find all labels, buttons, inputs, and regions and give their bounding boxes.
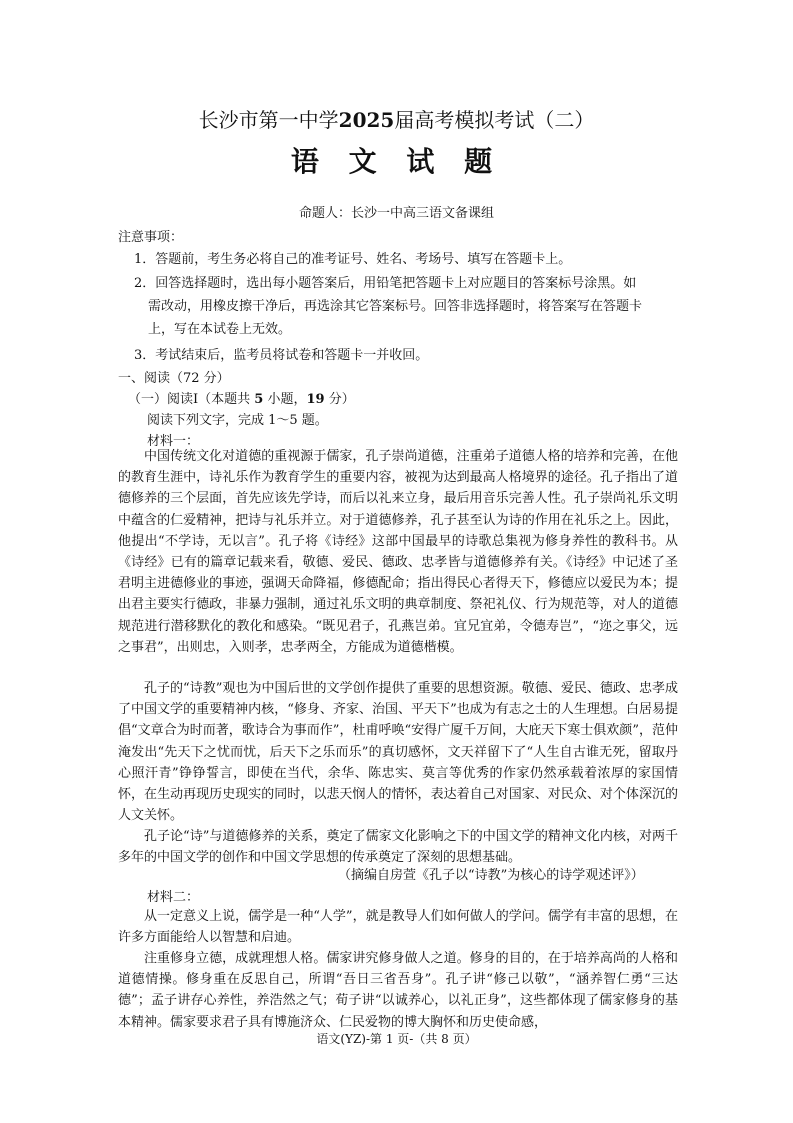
author-line: 命题人：长沙一中高三语文备课组 xyxy=(298,206,494,221)
material-1-paragraph-1: 中国传统文化对道德的重视源于儒家，孔子崇尚道德，注重弟子道德人格的培养和完善，在他的教育生涯中，诗礼乐作为教育学生的重要内容，被视为达到最高人格境界的途径。孔子指出了道德修养的三个层面，首先应该先学诗，而后以礼来立身，最后用音乐完善人性。孔子崇尚礼乐文明中蕴含的仁爱精神，把诗与礼乐并立。对于道德修养，孔子甚至认为诗的作用在礼乐之上。因此，他提出“不学诗，无以言”。孔子将《诗经》这部中国最早的诗歌总集视为修身养性的教科书。从《诗经》已有的篇章记载来看，敬德、爱民、德政、忠孝皆与道德修养有关。《诗经》中记述了圣君明主进德修业的事迹，强调天命降福，修德配命；指出得民心者得天下，修德应以爱民为本；提出君主要实行德政，非暴力强制，通过礼乐文明的典章制度、祭祀礼仪、行为规范等，对人的道德规范进行潜移默化的教化和感染。“既见君子，孔燕岂弟。宜兄宜弟，令德寿岂”，“迩之事父，远之事君”，出则忠，入则孝，忠孝两全，方能成为道德楷模。 xyxy=(118,449,678,655)
page-footer: 语文(YZ)-第 1 页-（共 8 页） xyxy=(316,1032,477,1046)
material-1-paragraph-2: 孔子的“诗教”观也为中国后世的文学创作提供了重要的思想资源。敬德、爱民、德政、忠孝成了中国文学的重要精神内核，“修身、齐家、治国、平天下”也成为有志之士的人生理想。白居易提倡“文章合为时而著，歌诗合为事而作”，杜甫呼唤“安得广厦千万间，大庇天下寒士俱欢颜”，范仲淹发出“先天下之忧而忧，后天下之乐而乐”的真切感怀，文天祥留下了“人生自古谁无死，留取丹心照汗青”铮铮誓言，即使在当代，余华、陈忠实、莫言等优秀的作家仍然承载着浓厚的家国情怀，在生动再现历史现实的同时，以悲天悯人的情怀，表达着自己对国家、对民众、对个体深沉的人文关怀。 xyxy=(118,681,678,824)
reading-instruction: 阅读下列文字，完成 1～5 题。 xyxy=(147,413,328,428)
notice-item-3: 3．考试结束后，监考员将试卷和答题卡一并收回。 xyxy=(134,348,429,363)
notice-item-2-line-1: 2．回答选择题时，选出每小题答案后，用铅笔把答题卡上对应题目的答案标号涂黑。如 xyxy=(134,276,637,291)
notice-item-1: 1．答题前，考生务必将自己的准考证号、姓名、考场号、填写在答题卡上。 xyxy=(134,252,572,267)
notice-item-2-line-3: 上，写在本试卷上无效。 xyxy=(148,322,292,337)
subsection-heading: （一）阅读Ⅰ（本题共 5 小题，19 分） xyxy=(128,392,355,407)
subject-title: 语 文 试 题 xyxy=(290,145,503,178)
material-2-paragraph-2: 注重修身立德，成就理想人格。儒家讲究修身做人之道。修身的目的，在于培养高尚的人格和道德情操。修身重在反思自己，所谓“吾日三省吾身”。孔子讲“修己以敬”，“涵养智仁勇“三达德”；孟子讲存心养性，养浩然之气；荀子讲“以诚养心，以礼正身”，这些都体现了儒家修身的基本精神。儒家要求君子具有博施济众、仁民爱物的博大胸怀和历史使命感， xyxy=(118,951,678,1030)
material-1-label: 材料一： xyxy=(147,434,200,449)
notice-item-2-line-2: 需改动，用橡皮擦干净后，再选涂其它答案标号。回答非选择题时，将答案写在答题卡 xyxy=(148,299,643,314)
section-heading: 一、阅读（72 分） xyxy=(118,371,230,386)
material-1-paragraph-3: 孔子论“诗”与道德修养的关系，奠定了儒家文化影响之下的中国文学的精神文化内核，对两千多年的中国文学的创作和中国文学思想的传承奠定了深刻的思想基础。 xyxy=(118,829,678,866)
material-2-paragraph-1: 从一定意义上说，儒学是一种“人学”，就是教导人们如何做人的学问。儒学有丰富的思想，在许多方面能给人以智慧和启迪。 xyxy=(118,909,678,946)
material-2-label: 材料二： xyxy=(147,890,200,905)
exam-title: 长沙市第一中学2025届高考模拟考试（二） xyxy=(198,108,595,132)
notice-heading: 注意事项： xyxy=(118,230,184,245)
material-1-source: （摘编自房萱《孔子以“诗教”为核心的诗学观述评》） xyxy=(338,868,644,883)
